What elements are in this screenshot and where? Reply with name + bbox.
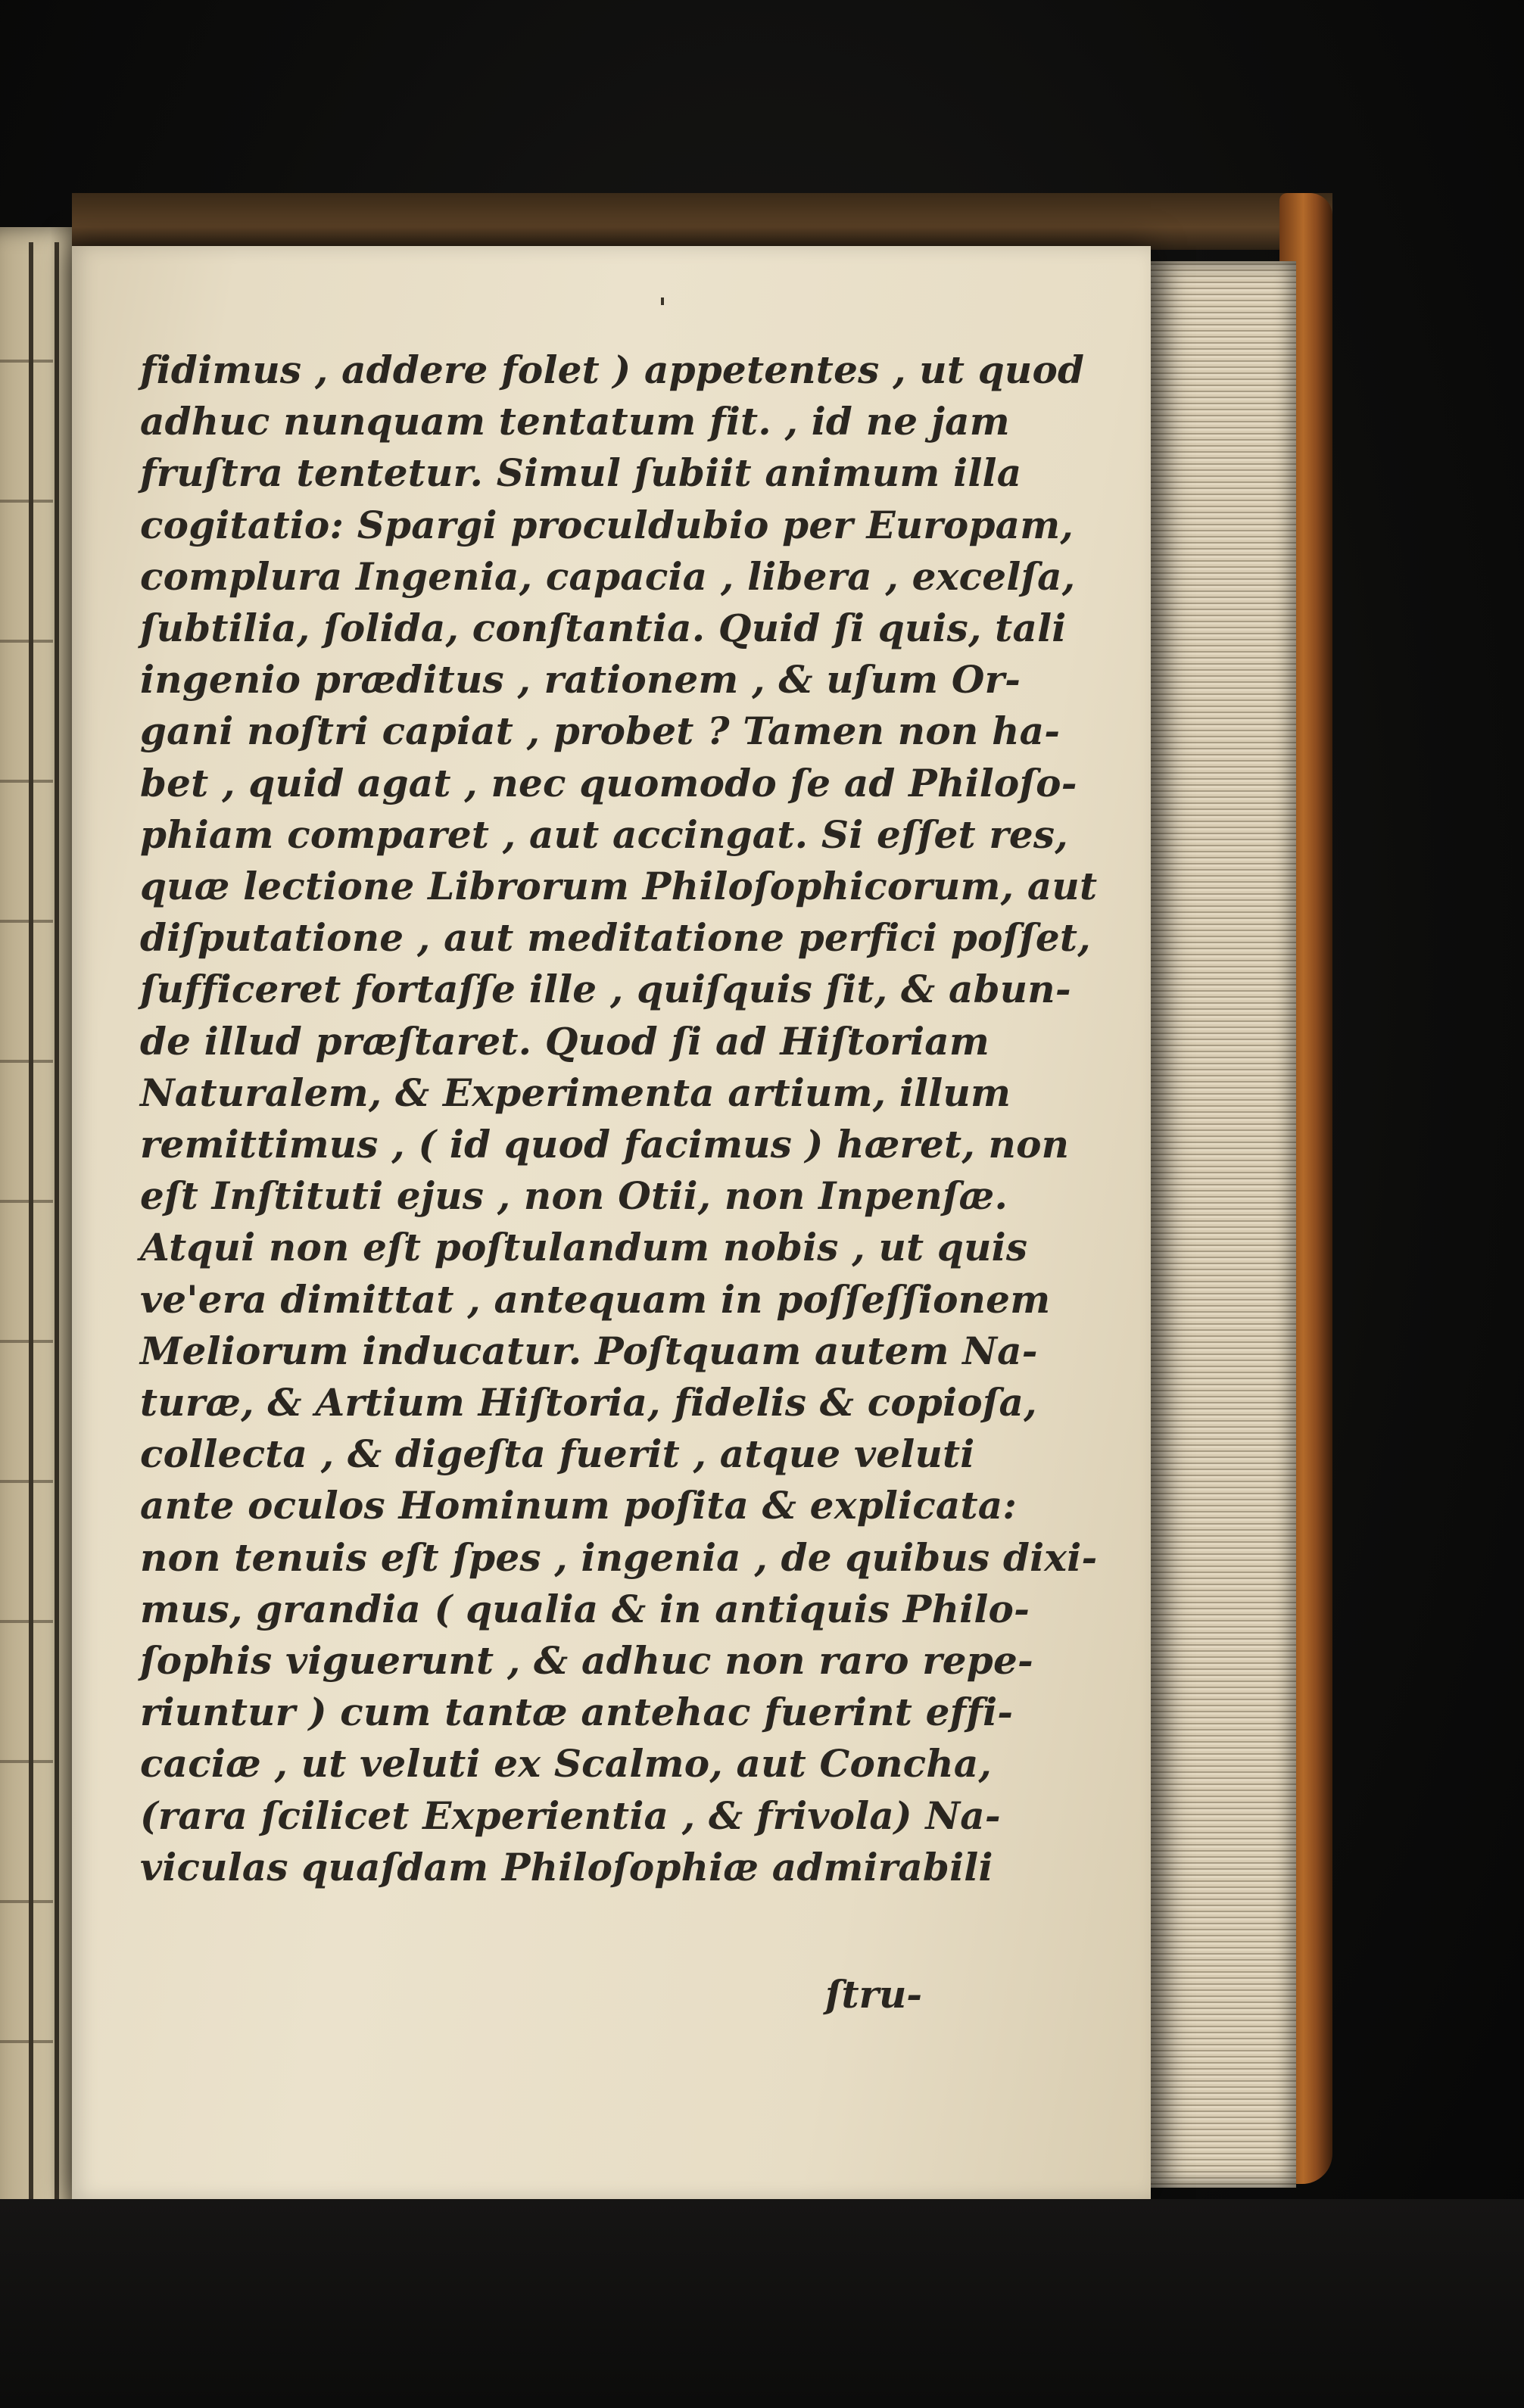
text-line: ſophis viguerunt , & adhuc non raro repe- <box>140 1638 1033 1684</box>
text-line: non tenuis eſt ſpes , ingenia , de quibus dixi- <box>140 1534 1098 1580</box>
book-cover-top <box>72 193 1332 250</box>
text-line: turæ, & Artium Hiſtoria, fidelis & copioſa, <box>140 1380 1037 1425</box>
text-line: viculas quaſdam Philoſophiæ admirabili <box>140 1844 993 1889</box>
page-text-block <box>140 344 1098 1893</box>
text-line: diſputatione , aut meditatione perfici poſſet, <box>140 915 1091 961</box>
text-line: phiam comparet , aut accingat. Si eſſet res, <box>140 811 1068 857</box>
text-line: riuntur ) cum tantæ antehac fuerint effi- <box>140 1690 1014 1735</box>
text-line: Atqui non eſt poſtulandum nobis , ut quis <box>140 1225 1028 1270</box>
text-line: ſubtilia, ſolida, conſtantia. Quid ſi quis, tali <box>140 606 1067 651</box>
text-line: de illud præſtaret. Quod ſi ad Hiſtoriam <box>140 1018 990 1064</box>
text-line: eſt Inſtituti ejus , non Otii, non Inpenſæ. <box>140 1173 1008 1219</box>
text-line: Meliorum inducatur. Poſtquam autem Na- <box>140 1328 1038 1373</box>
text-line: quæ lectione Librorum Philoſophicorum, aut <box>140 864 1098 909</box>
text-line: mus, grandia ( qualia & in antiquis Philo- <box>140 1586 1030 1631</box>
text-line: gani noſtri capiat , probet ? Tamen non ha- <box>140 709 1061 754</box>
text-line: Naturalem, & Experimenta artium, illum <box>140 1070 1011 1115</box>
text-line: fidimus , addere folet ) appetentes , ut quod <box>140 347 1085 392</box>
text-line: caciæ , ut veluti ex Scalmo, aut Concha, <box>140 1741 993 1787</box>
text-line: fruſtra tentetur. Simul ſubiit animum illa <box>140 450 1022 496</box>
text-line: bet , quid agat , nec quomodo ſe ad Philoſo- <box>140 760 1077 805</box>
text-line: complura Ingenia, capacia , libera , excelſa, <box>140 553 1076 599</box>
text-line: ve'era dimittat , antequam in poſſeſſionem <box>140 1276 1051 1322</box>
text-line: (rara ſcilicet Experientia , & frivola) Na- <box>140 1793 1001 1838</box>
ink-speck <box>661 297 664 305</box>
page-fore-edge <box>1145 261 1296 2188</box>
text-line: cogitatio: Spargi proculdubio per Europam, <box>140 502 1074 547</box>
text-line: remittimus , ( id quod facimus ) hæret, non <box>140 1122 1070 1167</box>
text-line: ingenio præditus , rationem , & uſum Or- <box>140 657 1021 702</box>
text-line: collecta , & digeſta fuerit , atque veluti <box>140 1431 975 1477</box>
gutter-rule <box>29 242 33 2210</box>
text-line: ſufficeret fortaſſe ille , quiſquis ſit, & abun- <box>140 967 1071 1012</box>
gutter-rule <box>55 242 59 2210</box>
catchword: ſtru- <box>825 1972 923 2017</box>
table-shadow <box>0 2199 1524 2408</box>
text-line: ante oculos Hominum poſita & explicata: <box>140 1483 1018 1528</box>
text-line: adhuc nunquam tentatum fit. , id ne jam <box>140 399 1010 444</box>
